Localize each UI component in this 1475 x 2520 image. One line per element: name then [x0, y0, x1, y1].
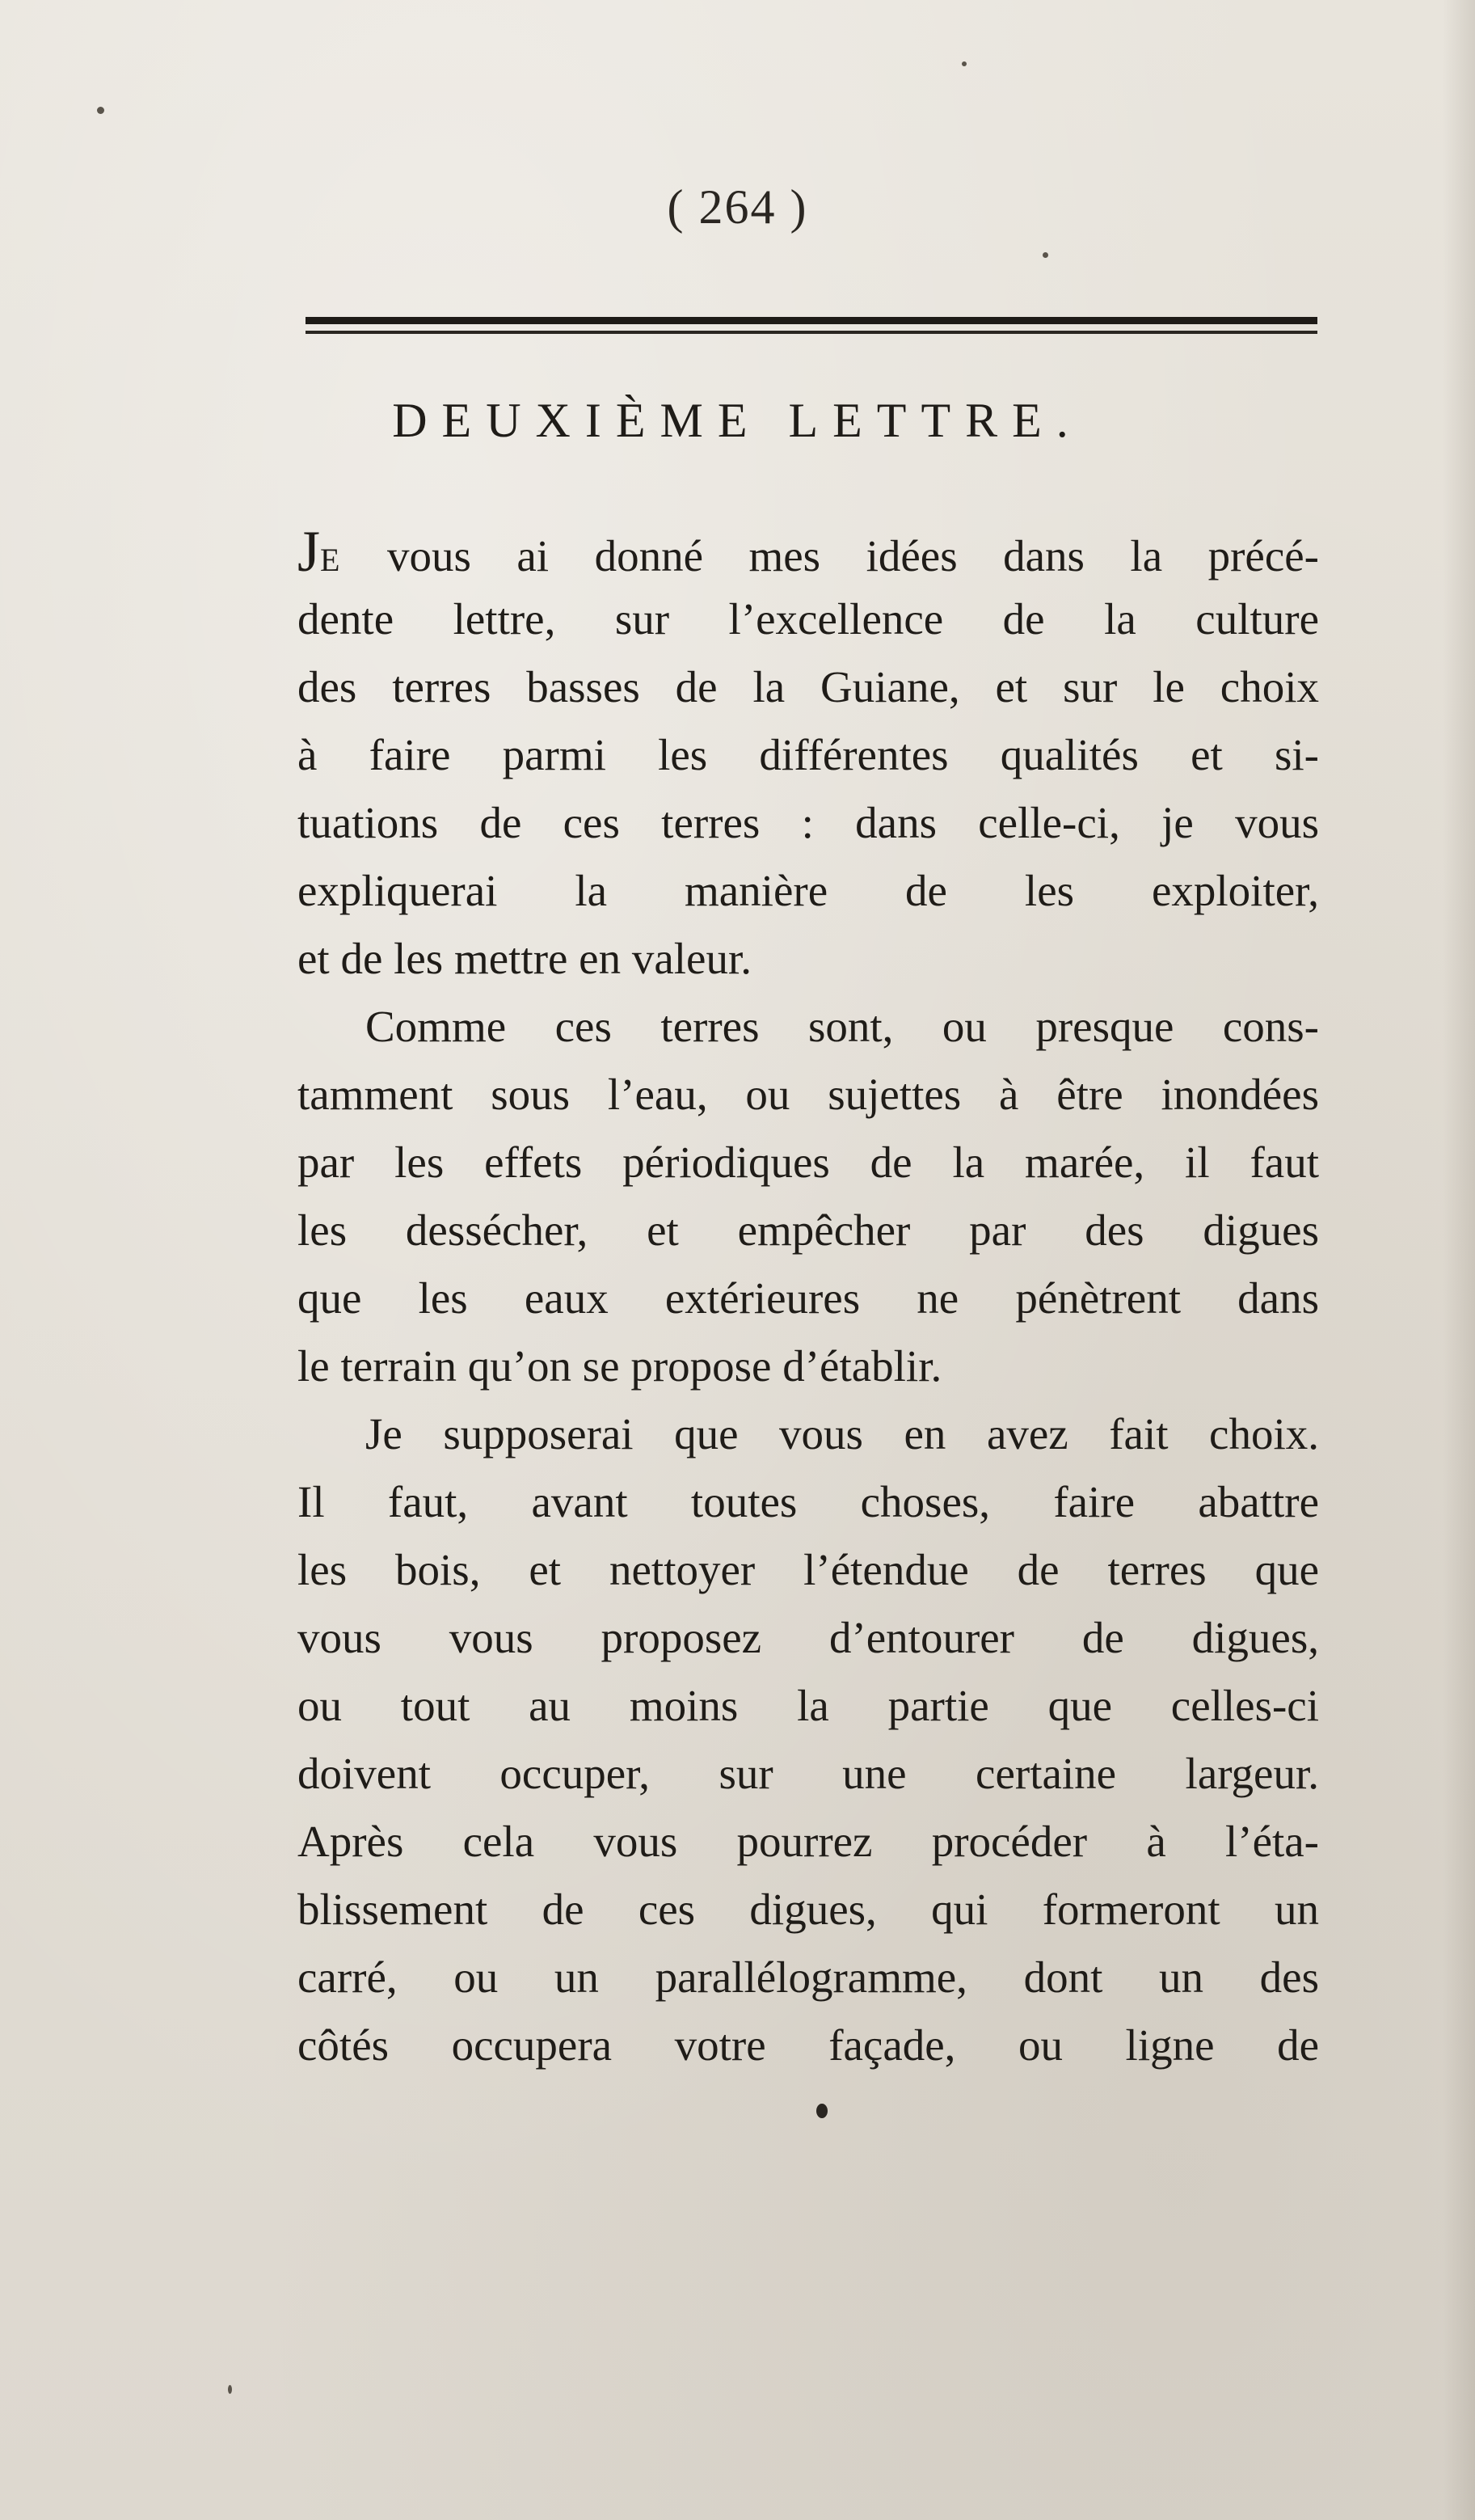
- text-line: ou tout au moins la partie que celles-ci: [297, 1681, 1319, 1730]
- paper-speck: [228, 2385, 232, 2394]
- rule-thin-line: [306, 331, 1317, 334]
- text-line: Je supposerai que vous en avez fait choix.: [365, 1409, 1319, 1458]
- text-line: tuations de ces terres : dans celle-ci, je vous: [297, 798, 1319, 847]
- text-line: que les eaux extérieures ne pénètrent dans: [297, 1273, 1319, 1323]
- text-line: expliquerai la manière de les exploiter,: [297, 866, 1319, 915]
- small-caps-letter: E: [320, 542, 342, 578]
- paper-speck: [97, 107, 104, 114]
- text-line: par les effets périodiques de la marée, il faut: [297, 1138, 1319, 1187]
- paper-speck: [1043, 252, 1048, 258]
- text-line: vous vous proposez d’entourer de digues,: [297, 1613, 1319, 1662]
- page-edge-shadow: [1443, 0, 1475, 2520]
- text-line: les bois, et nettoyer l’étendue de terres que: [297, 1545, 1319, 1594]
- text-line: Comme ces terres sont, ou presque cons-: [365, 1002, 1319, 1051]
- text-line: côtés occupera votre façade, ou ligne de: [297, 2020, 1319, 2070]
- text-line: et de les mettre en valeur.: [297, 934, 752, 983]
- page-number: ( 264 ): [667, 180, 808, 234]
- text-line: les dessécher, et empêcher par des digues: [297, 1205, 1319, 1255]
- text-line: le terrain qu’on se propose d’établir.: [297, 1341, 942, 1391]
- line-text: vous ai donné mes idées dans la précé-: [341, 531, 1319, 580]
- chapter-heading: DEUXIÈME LETTRE.: [392, 394, 1083, 447]
- text-line: blissement de ces digues, qui formeront un: [297, 1885, 1319, 1934]
- text-line: Il faut, avant toutes choses, faire abattre: [297, 1477, 1319, 1526]
- header-double-rule: [306, 317, 1317, 338]
- text-line: doivent occuper, sur une certaine largeur.: [297, 1749, 1319, 1798]
- text-line: [297, 517, 1319, 585]
- rule-thick-line: [306, 317, 1317, 324]
- text-line: Après cela vous pourrez procéder à l’éta-: [297, 1817, 1319, 1866]
- text-line: des terres basses de la Guiane, et sur le choix: [297, 662, 1319, 711]
- text-line: à faire parmi les différentes qualités et si-: [297, 730, 1319, 779]
- text-line: dente lettre, sur l’excellence de la culture: [297, 594, 1319, 644]
- text-line: tamment sous l’eau, ou sujettes à être inondées: [297, 1070, 1319, 1119]
- body-text: [297, 517, 1319, 2079]
- signature-mark: [816, 2104, 828, 2118]
- text-line: carré, ou un parallélogramme, dont un des: [297, 1952, 1319, 2002]
- paper-speck: [962, 61, 967, 66]
- drop-initial: J: [297, 519, 321, 584]
